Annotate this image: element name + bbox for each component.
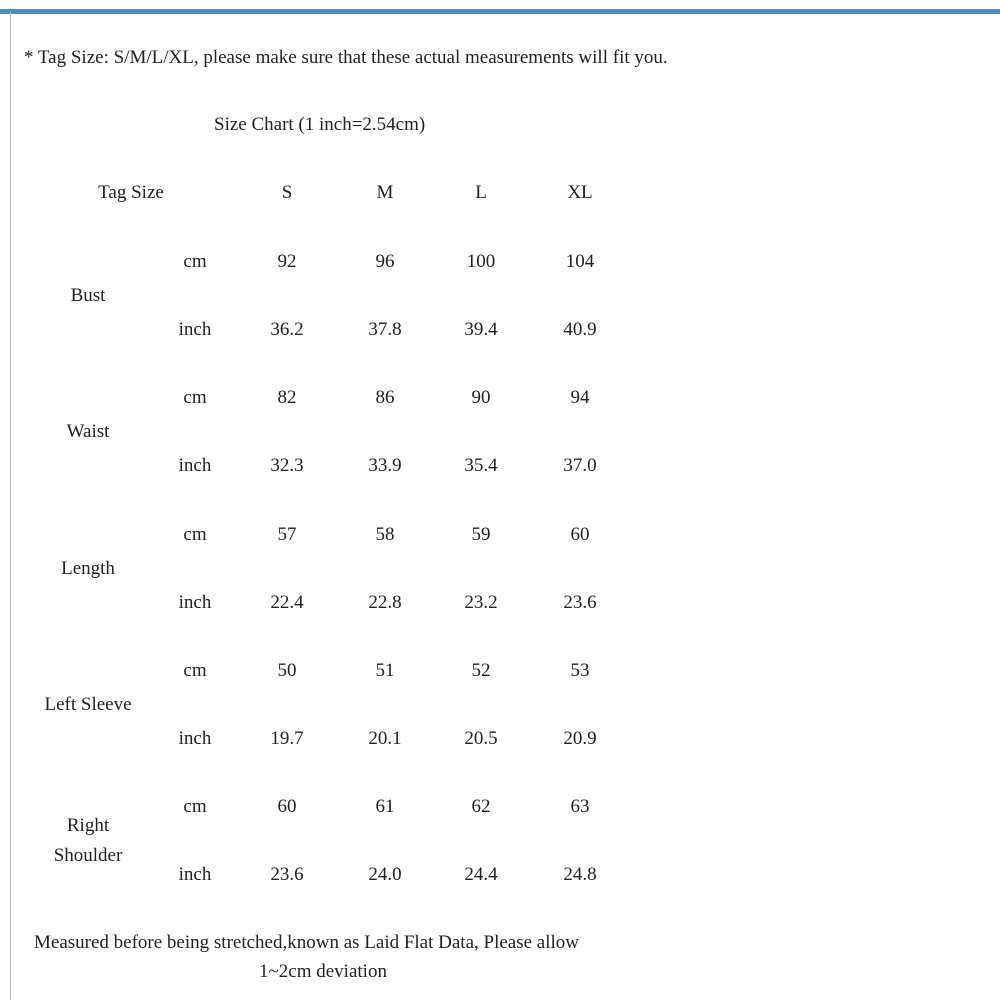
inch-value-cell: 37.8 [368,319,402,340]
inch-value-cell: 23.2 [464,592,498,613]
inch-value-cell: 22.4 [270,592,304,613]
cm-value-cell: 96 [375,251,395,272]
inch-value-cell: 23.6 [270,864,304,885]
measurement-label: Length [61,558,115,579]
inch-value-cell: 35.4 [464,455,498,476]
cm-value-cell: 61 [375,796,395,817]
unit-label-cm: cm [183,796,207,817]
measurement-label: Bust [70,285,106,306]
tag-size-header: Tag Size [98,182,164,203]
cm-value-cell: 82 [277,387,297,408]
cm-value-cell: 63 [570,796,590,817]
inch-value-cell: 36.2 [270,319,304,340]
inch-value-cell: 24.4 [464,864,498,885]
cm-value-cell: 60 [277,796,297,817]
inch-value-cell: 40.9 [563,319,597,340]
unit-label-cm: cm [183,387,207,408]
inch-value-cell: 23.6 [563,592,597,613]
cm-value-cell: 86 [375,387,395,408]
cm-value-cell: 94 [570,387,590,408]
cm-value-cell: 52 [471,660,491,681]
measurement-label: Waist [66,421,110,442]
unit-label-inch: inch [178,319,212,340]
cm-value-cell: 51 [375,660,395,681]
unit-label-cm: cm [183,524,207,545]
footer-note-line-2: 1~2cm deviation [259,961,387,982]
cm-value-cell: 104 [565,251,595,272]
cm-value-cell: 53 [570,660,590,681]
size-header-l: L [475,182,487,203]
unit-label-inch: inch [178,455,212,476]
inch-value-cell: 20.5 [464,728,498,749]
cm-value-cell: 60 [570,524,590,545]
unit-label-cm: cm [183,660,207,681]
inch-value-cell: 32.3 [270,455,304,476]
tag-size-note: * Tag Size: S/M/L/XL, please make sure that these actual measurements will fit you. [24,47,668,68]
inch-value-cell: 19.7 [270,728,304,749]
measurement-label: Right [66,815,110,836]
unit-label-cm: cm [183,251,207,272]
cm-value-cell: 57 [277,524,297,545]
inch-value-cell: 37.0 [563,455,597,476]
inch-value-cell: 24.0 [368,864,402,885]
cm-value-cell: 58 [375,524,395,545]
unit-label-inch: inch [178,864,212,885]
inch-value-cell: 22.8 [368,592,402,613]
unit-label-inch: inch [178,592,212,613]
left-border-line [10,12,11,1000]
cm-value-cell: 59 [471,524,491,545]
measurement-label: Shoulder [53,845,123,866]
footer-note-line-1: Measured before being stretched,known as Laid Flat Data, Please allow [34,932,580,953]
measurement-label: Left Sleeve [44,694,132,715]
cm-value-cell: 100 [466,251,496,272]
cm-value-cell: 50 [277,660,297,681]
inch-value-cell: 20.9 [563,728,597,749]
inch-value-cell: 39.4 [464,319,498,340]
inch-value-cell: 33.9 [368,455,402,476]
size-header-xl: XL [567,182,593,203]
cm-value-cell: 90 [471,387,491,408]
inch-value-cell: 20.1 [368,728,402,749]
cm-value-cell: 92 [277,251,297,272]
cm-value-cell: 62 [471,796,491,817]
size-chart-title: Size Chart (1 inch=2.54cm) [214,114,426,135]
unit-label-inch: inch [178,728,212,749]
top-accent-bar [0,9,1000,14]
inch-value-cell: 24.8 [563,864,597,885]
size-header-m: M [376,182,394,203]
size-header-s: S [281,182,293,203]
